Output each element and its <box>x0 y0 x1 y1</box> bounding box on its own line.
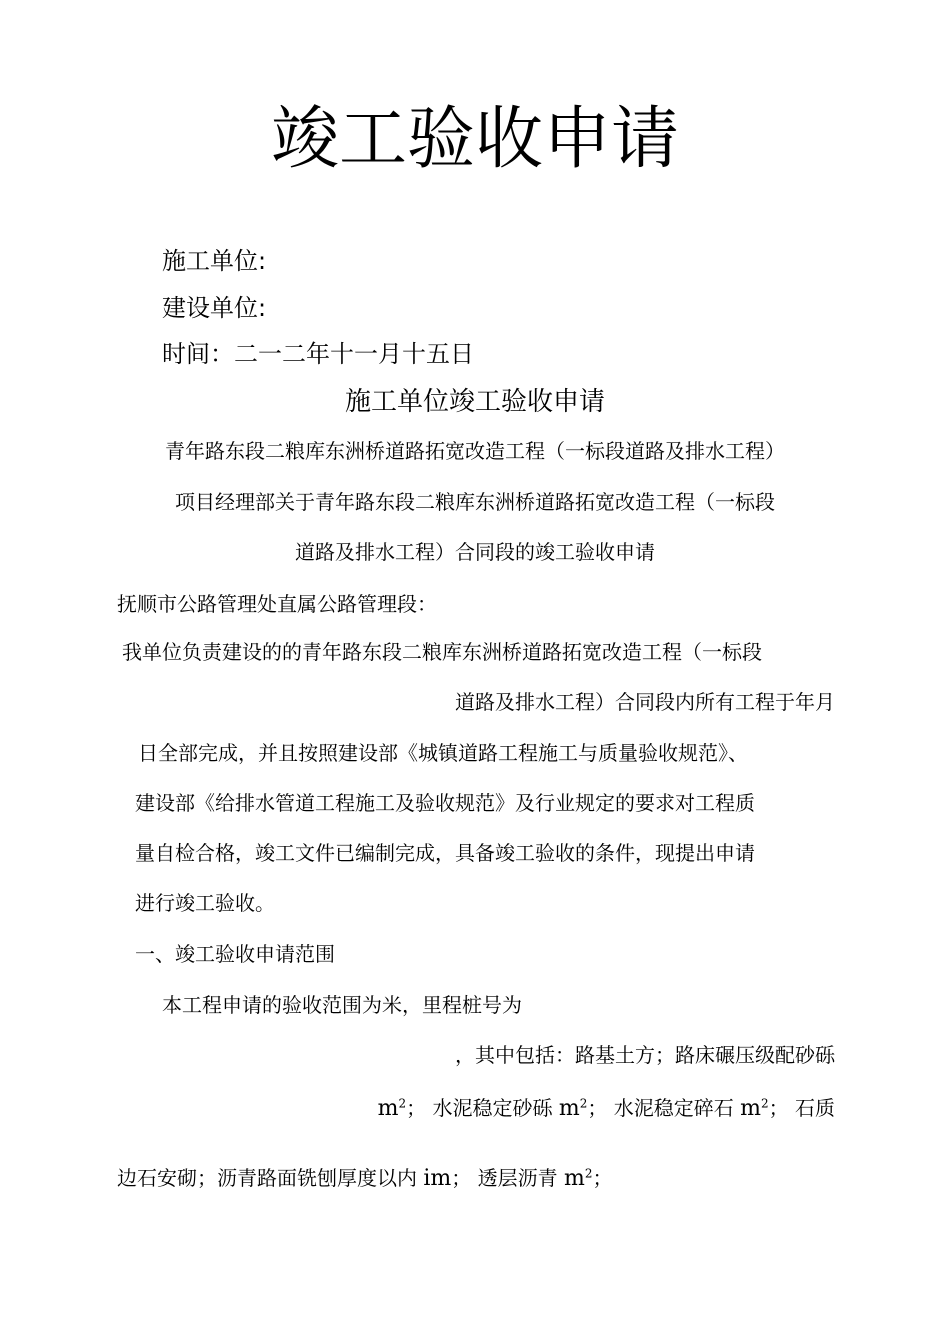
section-heading: 一、竣工验收申请范围 <box>135 942 335 966</box>
item-text: ； 石质 <box>768 1096 835 1120</box>
superscript: 2 <box>761 1096 769 1111</box>
paragraph-line-3: 日全部完成，并且按照建设部《城镇道路工程施工与质量验收规范》、 <box>138 741 748 765</box>
contractor-label: 施工单位: <box>162 247 267 275</box>
unit-text: m <box>563 1166 585 1191</box>
addressee: 抚顺市公路管理处直属公路管理段： <box>117 592 437 616</box>
section-line-2: ，其中包括：路基土方；路床碾压级配砂砾 <box>455 1043 835 1067</box>
heading-line-2: 项目经理部关于青年路东段二粮库东洲桥道路拓宽改造工程（一标段 <box>175 490 775 514</box>
paragraph-line-1: 我单位负责建设的的青年路东段二粮库东洲桥道路拓宽改造工程（一标段 <box>122 640 762 664</box>
heading-line-3: 道路及排水工程）合同段的竣工验收申请 <box>295 540 655 564</box>
item-text: ； 水泥稳定碎石 <box>587 1096 741 1120</box>
subtitle: 施工单位竣工验收申请 <box>344 387 605 417</box>
superscript: 2 <box>579 1096 588 1111</box>
unit-text: m <box>377 1096 399 1121</box>
section-line-4 <box>117 1163 613 1194</box>
superscript: 2 <box>398 1096 407 1111</box>
time-line: 时间：二一二年十一月十五日 <box>162 340 474 368</box>
paragraph-line-2: 道路及排水工程）合同段内所有工程于年月 <box>455 690 835 714</box>
section-line-1: 本工程申请的验收范围为米，里程桩号为 <box>162 993 522 1017</box>
builder-label: 建设单位: <box>162 294 267 322</box>
paragraph-line-5: 量自检合格，竣工文件已编制完成，具备竣工验收的条件，现提出申请 <box>135 841 755 865</box>
unit-text: m <box>558 1096 580 1121</box>
paragraph-line-6: 进行竣工验收。 <box>135 891 275 915</box>
heading-line-1: 青年路东段二粮库东洲桥道路拓宽改造工程（一标段道路及排水工程） <box>165 439 785 463</box>
section-line-3 <box>378 1093 835 1124</box>
unit-text: im <box>423 1166 452 1191</box>
paragraph-line-4: 建设部《给排水管道工程施工及验收规范》及行业规定的要求对工程质 <box>135 791 755 815</box>
item-text: 边石安砌；沥青路面铣刨厚度以内 <box>117 1166 424 1190</box>
item-text: ； 透层沥青 <box>451 1166 564 1190</box>
document-title: 竣工验收申请 <box>270 100 679 179</box>
item-text: ； 水泥稳定砂砾 <box>406 1096 559 1120</box>
superscript: 2 <box>584 1166 593 1181</box>
unit-text: m <box>740 1096 761 1121</box>
item-text: ； <box>592 1166 613 1190</box>
